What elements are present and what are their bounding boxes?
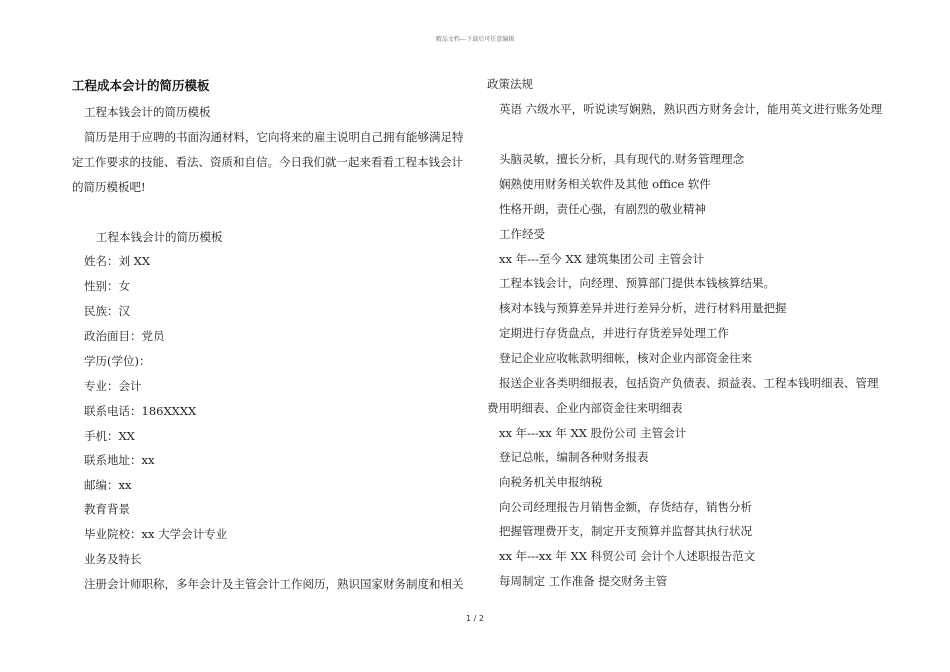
- left-line-1: 简历是用于应聘的书面沟通材料，它向将来的雇主说明自己拥有能够满足特: [84, 130, 464, 144]
- right-line-18: xx 年---xx 年 XX 科贸公司 会计个人述职报告范文: [499, 549, 756, 563]
- right-line-9: 定期进行存货盘点，并进行存货差异处理工作: [499, 326, 729, 340]
- left-line-2: 定工作要求的技能、看法、资质和自信。今日我们就一起来看看工程本钱会计: [72, 155, 463, 169]
- header-note: 精品文档---下载后可任意编辑: [435, 36, 515, 43]
- right-line-10: 登记企业应收帐款明细帐，核对企业内部资金往来: [499, 351, 752, 365]
- left-line-12: 手机：XX: [84, 429, 135, 443]
- right-line-5: 工作经受: [499, 227, 545, 241]
- right-line-13: xx 年---xx 年 XX 股份公司 主管会计: [499, 426, 687, 440]
- right-line-16: 向公司经理报告月销售金额，存货结存，销售分析: [499, 500, 752, 514]
- right-line-19: 每周制定 工作准备 提交财务主管: [499, 574, 668, 588]
- right-line-8: 核对本钱与预算差异并进行差异分析，进行材料用量把握: [499, 301, 787, 315]
- page-number: 1 / 2: [466, 614, 484, 623]
- right-line-2: 头脑灵敏，擅长分析，具有现代的.财务管理理念: [499, 152, 745, 166]
- right-line-0: 政策法规: [487, 77, 533, 91]
- left-line-4: 工程本钱会计的简历模板: [96, 230, 223, 244]
- right-line-15: 向税务机关申报纳税: [499, 475, 603, 489]
- left-line-13: 联系地址：xx: [84, 453, 155, 467]
- right-line-6: xx 年---至今 XX 建筑集团公司 主管会计: [499, 252, 705, 266]
- left-line-10: 专业：会计: [84, 379, 142, 393]
- right-line-3: 娴熟使用财务相关软件及其他 office 软件: [499, 177, 711, 191]
- left-line-16: 毕业院校：xx 大学会计专业: [84, 527, 228, 541]
- left-line-11: 联系电话：186XXXX: [84, 404, 197, 418]
- right-line-12: 费用明细表、企业内部资金往来明细表: [487, 401, 683, 415]
- left-line-3: 的简历模板吧!: [72, 180, 146, 194]
- left-line-5: 姓名：刘 XX: [84, 254, 151, 268]
- left-line-7: 民族：汉: [84, 304, 130, 318]
- left-line-15: 教育背景: [84, 502, 130, 516]
- right-line-17: 把握管理费开支，制定开支预算并监督其执行状况: [499, 524, 752, 538]
- left-line-6: 性别：女: [84, 279, 130, 293]
- left-line-9: 学历(学位)：: [84, 354, 151, 368]
- right-line-7: 工程本钱会计，向经理、预算部门提供本钱核算结果。: [499, 276, 775, 290]
- left-line-18: 注册会计师职称，多年会计及主管会计工作阅历，熟识国家财务制度和相关: [84, 577, 464, 591]
- right-line-11: 报送企业各类明细报表，包括资产负债表、损益表、工程本钱明细表、管理: [499, 376, 879, 390]
- document-title: 工程成本会计的简历模板: [72, 78, 210, 93]
- left-line-14: 邮编：xx: [84, 478, 132, 492]
- left-line-17: 业务及特长: [84, 552, 142, 566]
- left-line-0: 工程本钱会计的简历模板: [84, 105, 211, 119]
- right-line-1: 英语 六级水平，听说读写娴熟，熟识西方财务会计，能用英文进行账务处理: [499, 102, 883, 116]
- right-line-14: 登记总帐，编制各种财务报表: [499, 450, 649, 464]
- left-line-8: 政治面目：党员: [84, 329, 165, 343]
- right-line-4: 性格开朗，责任心强，有剧烈的敬业精神: [499, 202, 706, 216]
